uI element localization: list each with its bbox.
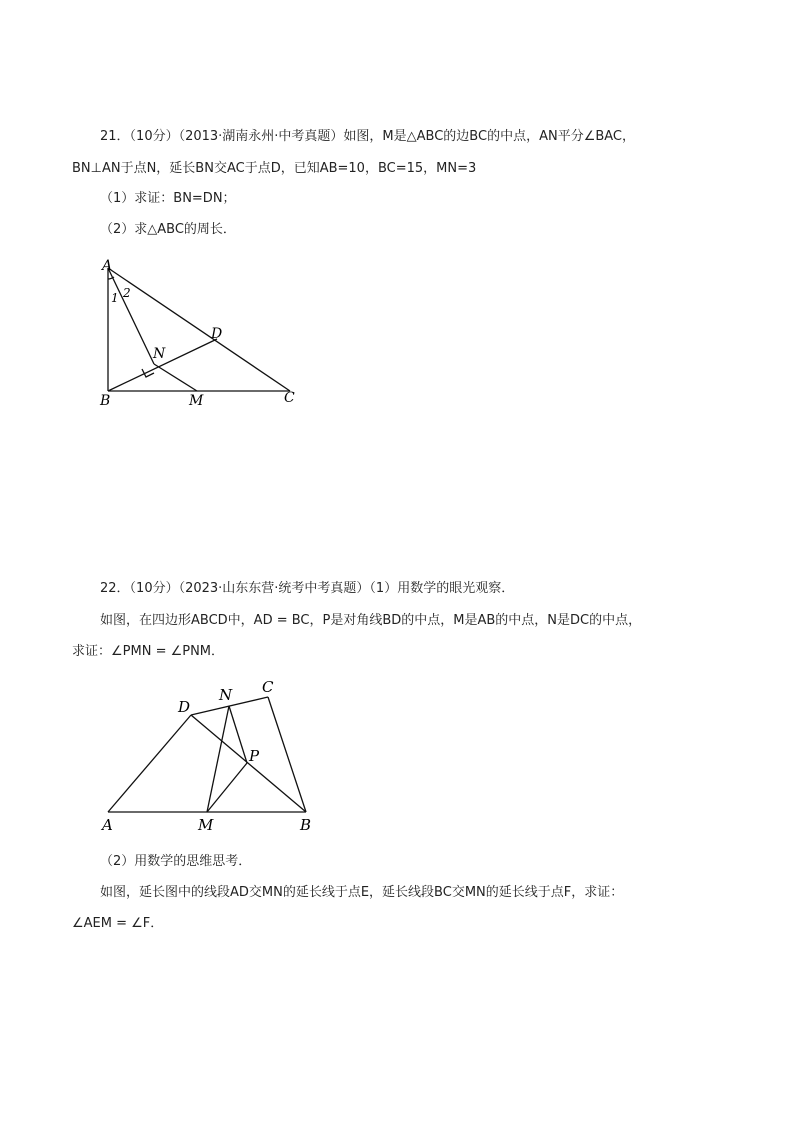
label-B-22: B [300,816,312,834]
q22-part2-line1: 如图，延长图中的线段AD交MN的延长线于点E，延长线段BC交MN的延长线于点F，求证： [100,885,624,900]
label-P-22: P [249,747,260,765]
label-A-22: A [102,816,113,834]
label-angle2: 2 [123,286,131,300]
q22-part2-title: （2）用数学的思维思考． [100,854,252,869]
label-N-21: N [153,346,166,362]
label-M-21: M [189,393,204,409]
q22-part2-line2: ∠AEM = ∠F． [72,916,164,931]
label-N-22: N [219,686,233,704]
q21-part2: （2）求△ABC的周长． [100,222,236,237]
q22-line3: 求证：∠PMN = ∠PNM． [72,644,225,659]
label-angle1: 1 [111,291,119,305]
q21-line2: BN⊥AN于点N，延长BN交AC于点D，已知AB=10，BC=15，MN=3 [72,161,477,176]
label-M-22: M [198,816,214,834]
label-D-22: D [178,698,191,716]
q21-part1: （1）求证：BN=DN； [100,191,236,206]
label-C-22: C [262,678,274,696]
label-A-21: A [102,258,113,274]
label-C-21: C [284,390,295,406]
q22-line1: 22．（10分）（2023·山东东营·统考中考真题）（1）用数学的眼光观察． [100,581,515,596]
label-D-21: D [211,326,223,342]
label-B-21: B [100,393,111,409]
q22-line2: 如图，在四边形ABCD中，AD = BC，P是对角线BD的中点，M是AB的中点，N是DC的中点， [100,613,642,628]
q21-line1: 21．（10分）（2013·湖南永州·中考真题）如图，M是△ABC的边BC的中点，AN平分∠BAC， [100,129,636,144]
